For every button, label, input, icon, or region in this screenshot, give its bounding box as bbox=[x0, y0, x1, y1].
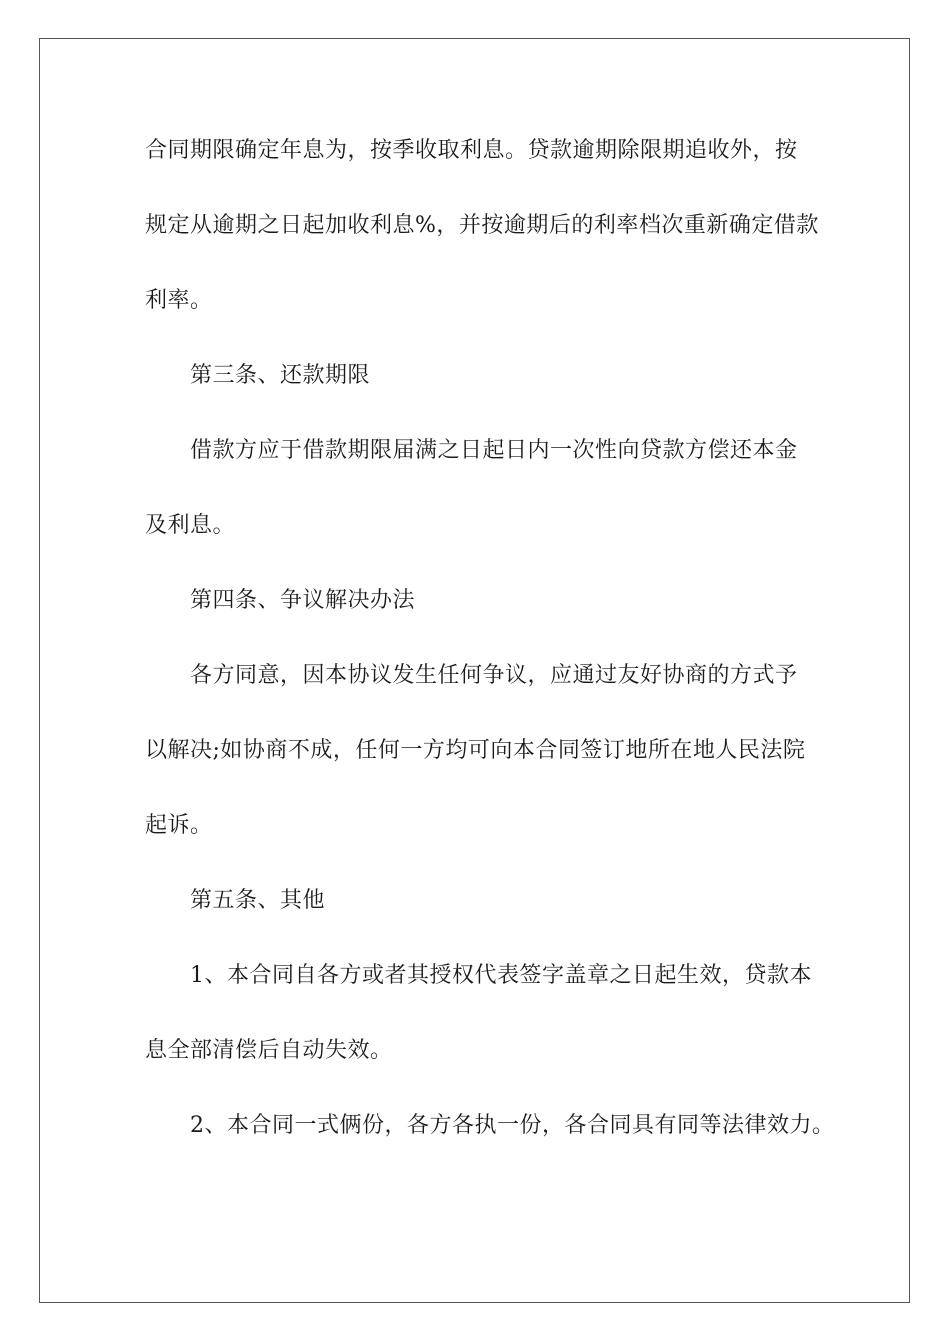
section-heading-4: 第四条、争议解决办法 bbox=[190, 588, 416, 613]
text-line-13: 息全部清偿后自动失效。 bbox=[145, 1038, 393, 1063]
text-line-10: 起诉。 bbox=[145, 813, 213, 838]
text-line-8: 各方同意，因本协议发生任何争议，应通过友好协商的方式予 bbox=[190, 663, 798, 688]
text-line-6: 及利息。 bbox=[145, 513, 236, 538]
text-line-12: 1、本合同自各方或者其授权代表签字盖章之日起生效，贷款本 bbox=[190, 963, 812, 988]
text-line-14: 2、本合同一式俩份，各方各执一份，各合同具有同等法律效力。 bbox=[190, 1113, 835, 1138]
text-line-9: 以解决;如协商不成，任何一方均可向本合同签订地所在地人民法院 bbox=[145, 738, 806, 763]
section-heading-5: 第五条、其他 bbox=[190, 888, 326, 913]
text-line-2: 规定从逾期之日起加收利息%，并按逾期后的利率档次重新确定借款 bbox=[145, 213, 819, 238]
section-heading-3: 第三条、还款期限 bbox=[190, 363, 371, 388]
text-line-1: 合同期限确定年息为，按季收取利息。贷款逾期除限期追收外，按 bbox=[145, 138, 798, 163]
text-line-5: 借款方应于借款期限届满之日起日内一次性向贷款方偿还本金 bbox=[190, 438, 798, 463]
text-line-3: 利率。 bbox=[145, 288, 213, 313]
